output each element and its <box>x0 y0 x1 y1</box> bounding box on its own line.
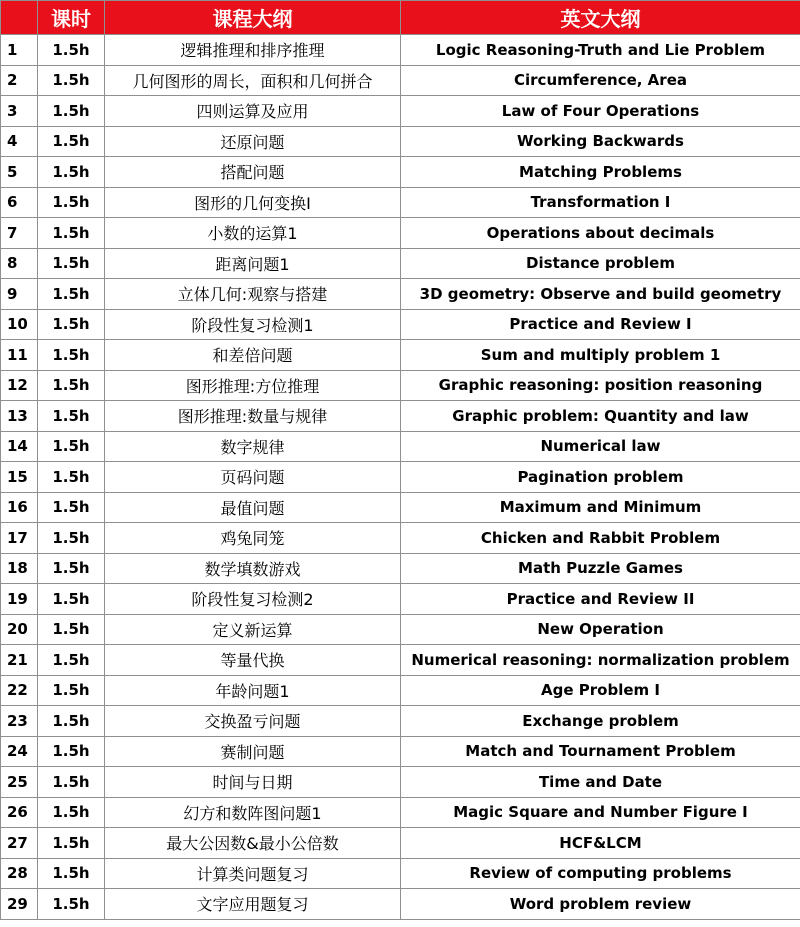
table-row <box>1 797 800 828</box>
table-row <box>1 248 800 279</box>
topic-english-cell: Match and Tournament Problem <box>401 736 800 767</box>
class-hours-cell: 1.5h <box>38 858 105 889</box>
table-row <box>1 584 800 615</box>
topic-english-cell: Matching Problems <box>401 157 800 188</box>
table-row <box>1 767 800 798</box>
topic-chinese-cell: 数学填数游戏 <box>105 553 401 584</box>
lesson-number-cell: 5 <box>1 157 38 188</box>
topic-chinese-cell: 计算类问题复习 <box>105 858 401 889</box>
class-hours-cell: 1.5h <box>38 35 105 66</box>
lesson-number-cell: 6 <box>1 187 38 218</box>
lesson-number-cell: 25 <box>1 767 38 798</box>
lesson-number-cell: 23 <box>1 706 38 737</box>
lesson-number-cell: 1 <box>1 35 38 66</box>
topic-chinese-cell: 交换盈亏问题 <box>105 706 401 737</box>
header-course-outline-english: 英文大纲 <box>401 1 800 35</box>
class-hours-cell: 1.5h <box>38 584 105 615</box>
lesson-number-cell: 28 <box>1 858 38 889</box>
topic-chinese-cell: 几何图形的周长，面积和几何拼合 <box>105 65 401 96</box>
table-row <box>1 279 800 310</box>
topic-english-cell: 3D geometry: Observe and build geometry <box>401 279 800 310</box>
class-hours-cell: 1.5h <box>38 96 105 127</box>
class-hours-cell: 1.5h <box>38 523 105 554</box>
topic-chinese-cell: 还原问题 <box>105 126 401 157</box>
table-row <box>1 126 800 157</box>
table-row <box>1 614 800 645</box>
topic-english-cell: Circumference, Area <box>401 65 800 96</box>
table-row <box>1 645 800 676</box>
table-body <box>1 35 800 920</box>
table-row <box>1 736 800 767</box>
topic-chinese-cell: 定义新运算 <box>105 614 401 645</box>
table-row <box>1 462 800 493</box>
topic-chinese-cell: 小数的运算1 <box>105 218 401 249</box>
lesson-number-cell: 22 <box>1 675 38 706</box>
table-row <box>1 492 800 523</box>
class-hours-cell: 1.5h <box>38 553 105 584</box>
topic-chinese-cell: 鸡兔同笼 <box>105 523 401 554</box>
lesson-number-cell: 18 <box>1 553 38 584</box>
class-hours-cell: 1.5h <box>38 218 105 249</box>
topic-chinese-cell: 四则运算及应用 <box>105 96 401 127</box>
topic-english-cell: Math Puzzle Games <box>401 553 800 584</box>
table-row <box>1 157 800 188</box>
lesson-number-cell: 2 <box>1 65 38 96</box>
class-hours-cell: 1.5h <box>38 767 105 798</box>
topic-chinese-cell: 图形推理:方位推理 <box>105 370 401 401</box>
topic-english-cell: Operations about decimals <box>401 218 800 249</box>
topic-chinese-cell: 逻辑推理和排序推理 <box>105 35 401 66</box>
class-hours-cell: 1.5h <box>38 248 105 279</box>
class-hours-cell: 1.5h <box>38 889 105 920</box>
topic-english-cell: Distance problem <box>401 248 800 279</box>
table-header-row <box>1 1 800 35</box>
lesson-number-cell: 11 <box>1 340 38 371</box>
lesson-number-cell: 12 <box>1 370 38 401</box>
topic-english-cell: Numerical reasoning: normalization problem <box>401 645 800 676</box>
class-hours-cell: 1.5h <box>38 736 105 767</box>
topic-english-cell: Exchange problem <box>401 706 800 737</box>
topic-english-cell: New Operation <box>401 614 800 645</box>
topic-chinese-cell: 立体几何:观察与搭建 <box>105 279 401 310</box>
topic-chinese-cell: 最大公因数&最小公倍数 <box>105 828 401 859</box>
topic-english-cell: Time and Date <box>401 767 800 798</box>
topic-english-cell: Law of Four Operations <box>401 96 800 127</box>
table-row <box>1 65 800 96</box>
table-row <box>1 858 800 889</box>
class-hours-cell: 1.5h <box>38 706 105 737</box>
topic-english-cell: Review of computing problems <box>401 858 800 889</box>
class-hours-cell: 1.5h <box>38 187 105 218</box>
topic-chinese-cell: 赛制问题 <box>105 736 401 767</box>
lesson-number-cell: 26 <box>1 797 38 828</box>
table-row <box>1 706 800 737</box>
lesson-number-cell: 29 <box>1 889 38 920</box>
topic-english-cell: Graphic problem: Quantity and law <box>401 401 800 432</box>
table-row <box>1 675 800 706</box>
table-row <box>1 309 800 340</box>
table-row <box>1 553 800 584</box>
topic-english-cell: Magic Square and Number Figure I <box>401 797 800 828</box>
table-row <box>1 340 800 371</box>
lesson-number-cell: 13 <box>1 401 38 432</box>
topic-chinese-cell: 幻方和数阵图问题1 <box>105 797 401 828</box>
table-row <box>1 828 800 859</box>
header-class-hours: 课时 <box>38 1 105 35</box>
topic-english-cell: HCF&LCM <box>401 828 800 859</box>
lesson-number-cell: 14 <box>1 431 38 462</box>
class-hours-cell: 1.5h <box>38 431 105 462</box>
lesson-number-cell: 27 <box>1 828 38 859</box>
topic-chinese-cell: 数字规律 <box>105 431 401 462</box>
topic-english-cell: Graphic reasoning: position reasoning <box>401 370 800 401</box>
lesson-number-cell: 15 <box>1 462 38 493</box>
topic-chinese-cell: 页码问题 <box>105 462 401 493</box>
table-row <box>1 401 800 432</box>
table-row <box>1 889 800 920</box>
lesson-number-cell: 21 <box>1 645 38 676</box>
lesson-number-cell: 7 <box>1 218 38 249</box>
table-row <box>1 96 800 127</box>
class-hours-cell: 1.5h <box>38 65 105 96</box>
class-hours-cell: 1.5h <box>38 370 105 401</box>
table-row <box>1 35 800 66</box>
lesson-number-cell: 24 <box>1 736 38 767</box>
topic-english-cell: Word problem review <box>401 889 800 920</box>
topic-english-cell: Age Problem I <box>401 675 800 706</box>
topic-english-cell: Maximum and Minimum <box>401 492 800 523</box>
topic-english-cell: Practice and Review I <box>401 309 800 340</box>
topic-chinese-cell: 时间与日期 <box>105 767 401 798</box>
topic-chinese-cell: 图形推理:数量与规律 <box>105 401 401 432</box>
topic-english-cell: Sum and multiply problem 1 <box>401 340 800 371</box>
class-hours-cell: 1.5h <box>38 828 105 859</box>
lesson-number-cell: 4 <box>1 126 38 157</box>
lesson-number-cell: 10 <box>1 309 38 340</box>
table-row <box>1 187 800 218</box>
topic-chinese-cell: 阶段性复习检测1 <box>105 309 401 340</box>
lesson-number-cell: 3 <box>1 96 38 127</box>
topic-chinese-cell: 搭配问题 <box>105 157 401 188</box>
topic-english-cell: Working Backwards <box>401 126 800 157</box>
topic-chinese-cell: 和差倍问题 <box>105 340 401 371</box>
topic-chinese-cell: 文字应用题复习 <box>105 889 401 920</box>
topic-chinese-cell: 等量代换 <box>105 645 401 676</box>
topic-chinese-cell: 阶段性复习检测2 <box>105 584 401 615</box>
table-row <box>1 431 800 462</box>
topic-english-cell: Pagination problem <box>401 462 800 493</box>
class-hours-cell: 1.5h <box>38 340 105 371</box>
topic-chinese-cell: 图形的几何变换I <box>105 187 401 218</box>
lesson-number-cell: 16 <box>1 492 38 523</box>
table-row <box>1 218 800 249</box>
header-lesson-number <box>1 1 38 35</box>
topic-chinese-cell: 年龄问题1 <box>105 675 401 706</box>
topic-english-cell: Practice and Review II <box>401 584 800 615</box>
table-row <box>1 370 800 401</box>
class-hours-cell: 1.5h <box>38 614 105 645</box>
lesson-number-cell: 19 <box>1 584 38 615</box>
lesson-number-cell: 20 <box>1 614 38 645</box>
class-hours-cell: 1.5h <box>38 797 105 828</box>
class-hours-cell: 1.5h <box>38 645 105 676</box>
class-hours-cell: 1.5h <box>38 309 105 340</box>
lesson-number-cell: 8 <box>1 248 38 279</box>
lesson-number-cell: 9 <box>1 279 38 310</box>
class-hours-cell: 1.5h <box>38 157 105 188</box>
topic-english-cell: Numerical law <box>401 431 800 462</box>
class-hours-cell: 1.5h <box>38 675 105 706</box>
class-hours-cell: 1.5h <box>38 126 105 157</box>
header-course-outline-chinese: 课程大纲 <box>105 1 401 35</box>
topic-english-cell: Chicken and Rabbit Problem <box>401 523 800 554</box>
lesson-number-cell: 17 <box>1 523 38 554</box>
class-hours-cell: 1.5h <box>38 279 105 310</box>
table-row <box>1 523 800 554</box>
class-hours-cell: 1.5h <box>38 492 105 523</box>
class-hours-cell: 1.5h <box>38 401 105 432</box>
class-hours-cell: 1.5h <box>38 462 105 493</box>
topic-english-cell: Logic Reasoning-Truth and Lie Problem <box>401 35 800 66</box>
topic-english-cell: Transformation I <box>401 187 800 218</box>
topic-chinese-cell: 最值问题 <box>105 492 401 523</box>
topic-chinese-cell: 距离问题1 <box>105 248 401 279</box>
